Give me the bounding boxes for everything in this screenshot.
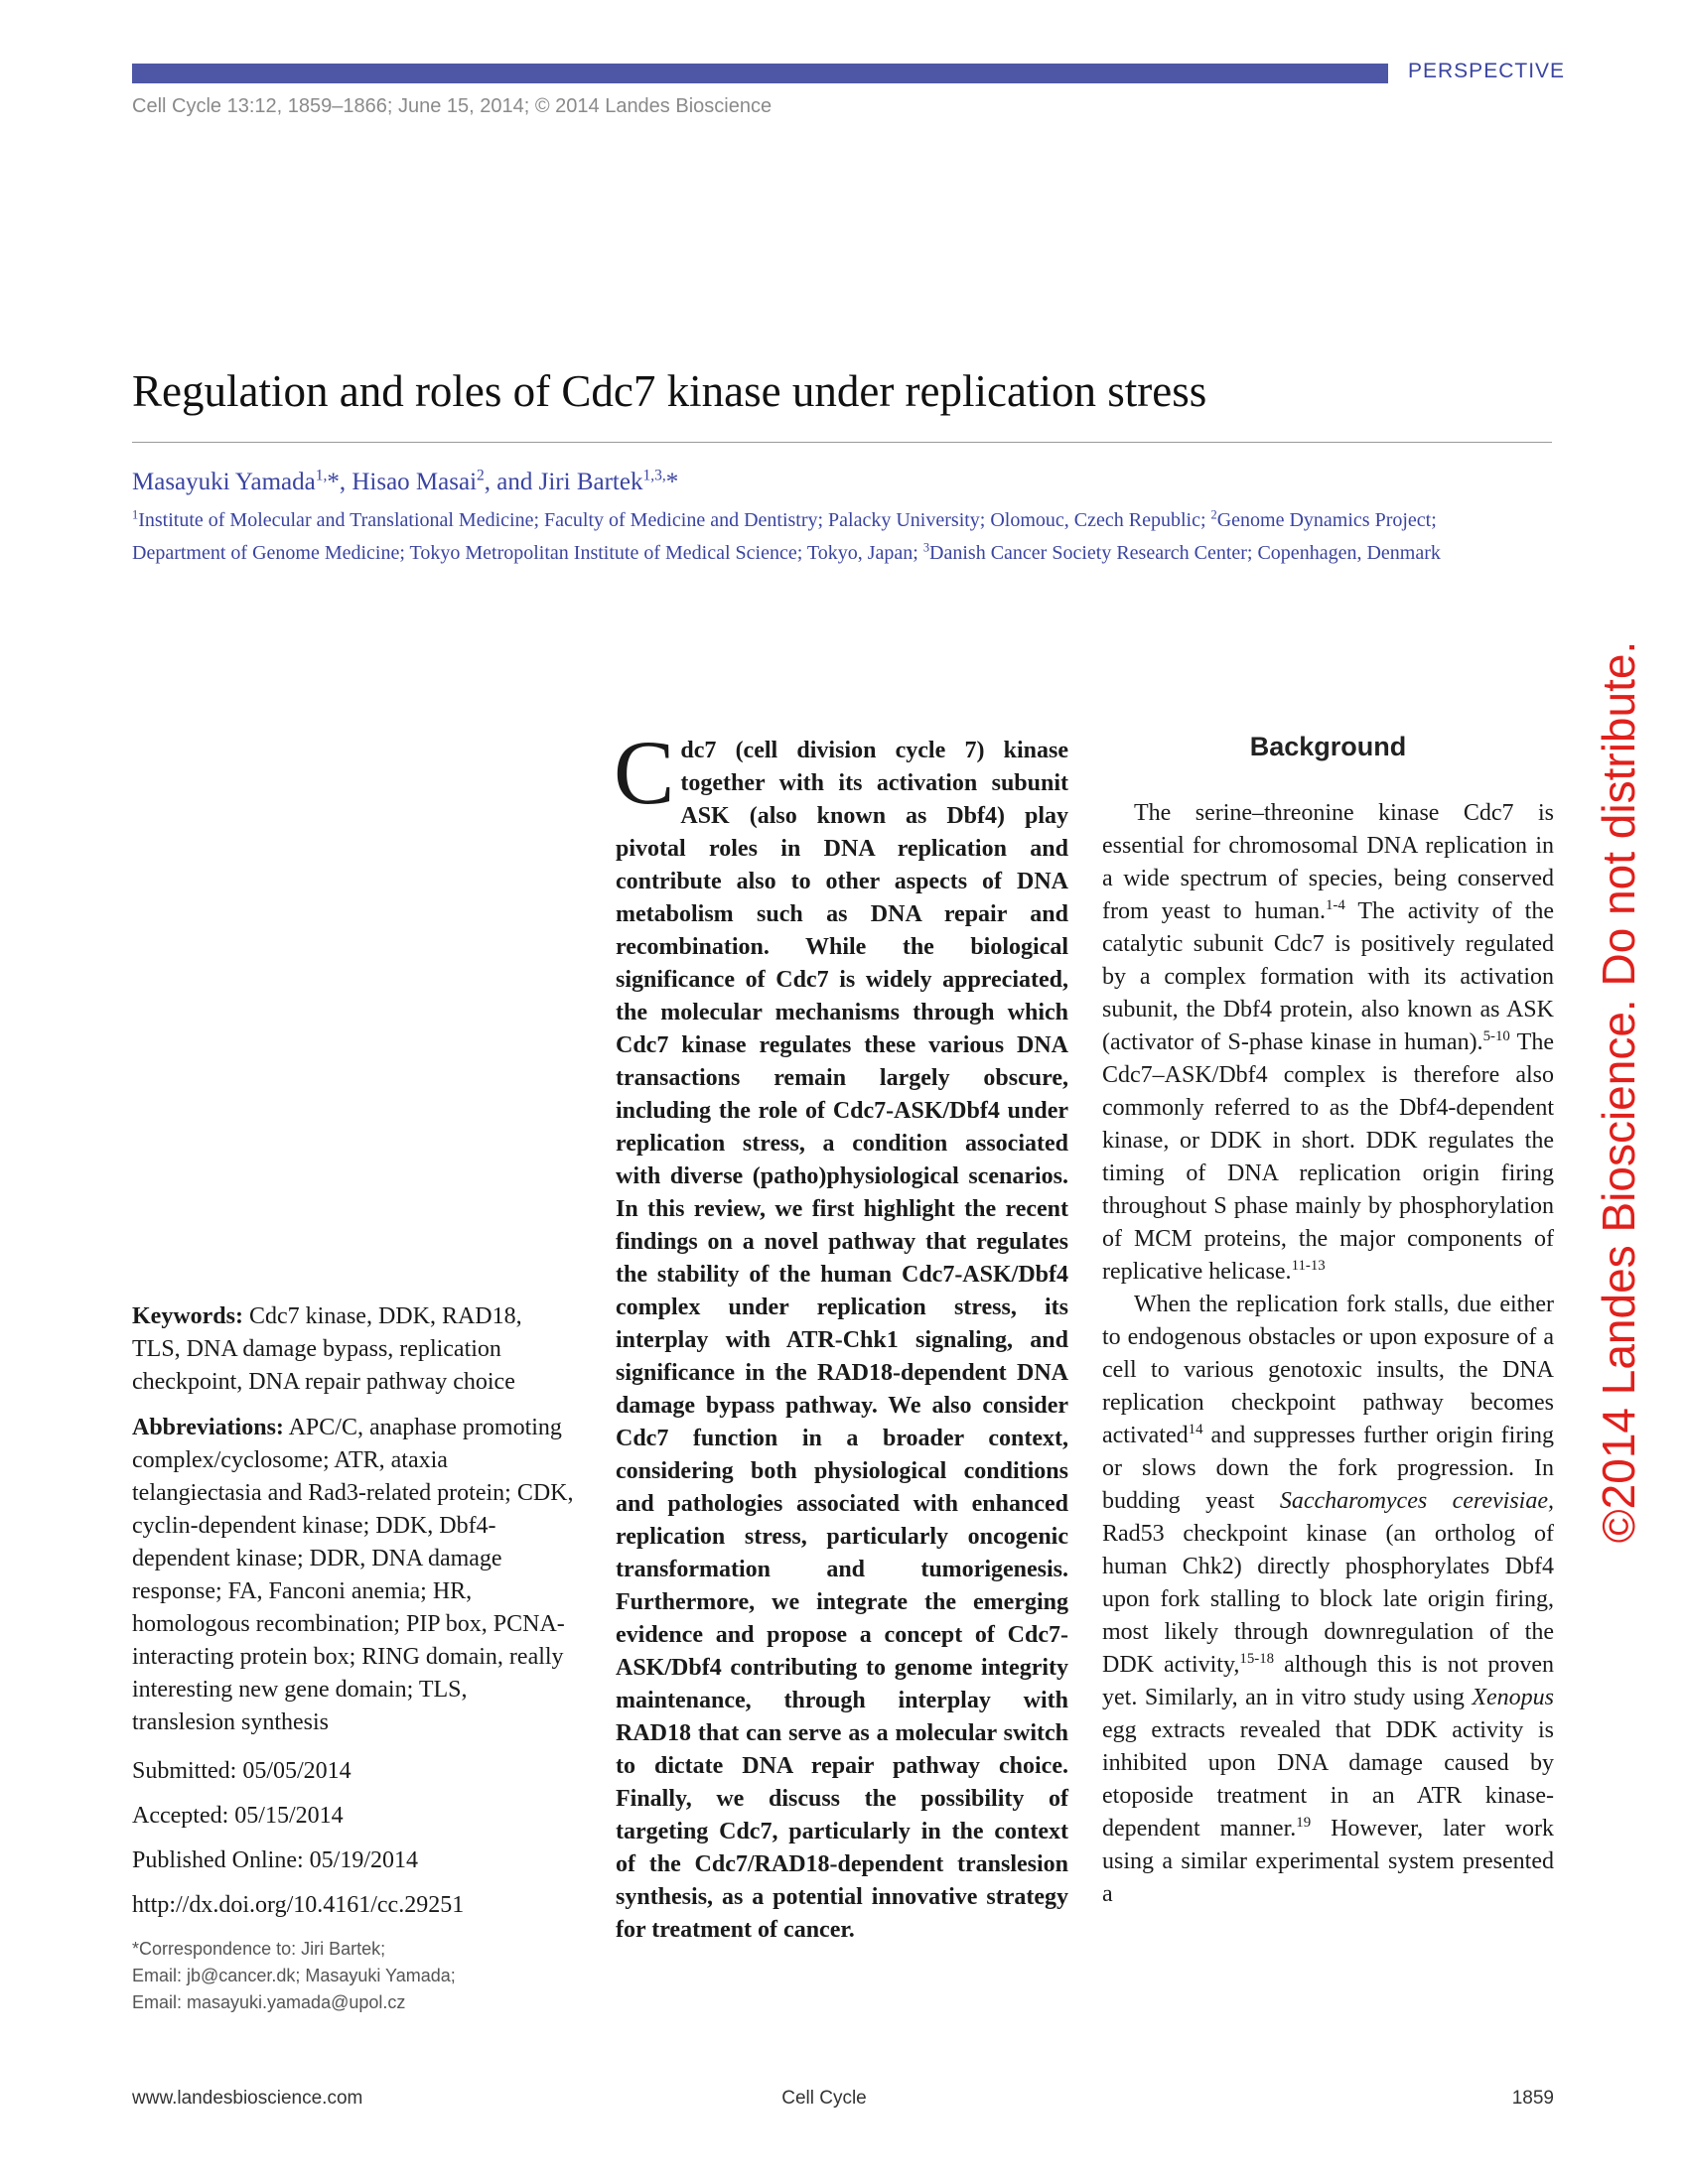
affiliation-number: 1 — [132, 507, 139, 522]
affiliation-text: Institute of Molecular and Translational Medicine; Faculty of Medicine and Dentistry; Palacky University; Olomouc, Czech Republic; — [138, 509, 1211, 531]
author-name: Hisao Masai — [352, 469, 478, 495]
footer-journal: Cell Cycle — [781, 2088, 867, 2109]
text-run: The activity of the catalytic subunit Cdc7 is positively regulated by a complex formation with its activation subunit, the Dbf4 protein, also known as ASK (activator of S-phase kinase in human). — [1102, 898, 1554, 1055]
author-affiliation-mark: 1,3, — [642, 467, 666, 484]
correspondence-email[interactable]: Email: jb@cancer.dk; Masayuki Yamada; — [132, 1966, 456, 1985]
author-affiliation-mark: 2 — [477, 467, 485, 484]
abbreviations-label: Abbreviations: — [132, 1415, 284, 1440]
section-label: PERSPECTIVE — [1408, 60, 1566, 82]
citation-ref[interactable]: 14 — [1188, 1422, 1203, 1437]
drop-cap: C — [614, 722, 675, 823]
keywords — [132, 1300, 574, 1399]
title-divider — [132, 442, 1552, 443]
citation-ref[interactable]: 19 — [1296, 1815, 1312, 1831]
abstract — [614, 722, 1068, 1947]
keywords-text: Cdc7 kinase, DDK, RAD18, TLS, DNA damage bypass, replication checkpoint, DNA repair pathway choice — [132, 1303, 522, 1395]
correspondence — [132, 1936, 574, 2016]
affiliations — [132, 504, 1512, 570]
paragraph — [1102, 797, 1554, 1289]
header-color-bar — [132, 64, 1388, 83]
text-run: The Cdc7–ASK/Dbf4 complex is therefore also commonly referred to as the Dbf4-dependent kinase, or DDK in short. DDK regulates the timing of DNA replication origin firing throughout S phase mainly by phosphorylation of MCM proteins, the major components of replicative helicase. — [1102, 1029, 1554, 1285]
author-name: Jiri Bartek — [538, 469, 643, 495]
abstract-text: dc7 (cell division cycle 7) kinase together with its activation subunit ASK (also known as Dbf4) play pivotal roles in DNA replication and contribute also to other aspects of DNA metabolism such as DNA repair and recombination. While the biological significance of Cdc7 is widely appreciated, the molecular mechanisms through which Cdc7 kinase regulates these various DNA transactions remain largely obscure, including the role of Cdc7-ASK/Dbf4 under replication stress, a condition associated with diverse (patho)physiological scenarios. In this review, we first highlight the recent findings on a novel pathway that regulates the stability of the human Cdc7-ASK/Dbf4 complex under replication stress, its interplay with ATR-Chk1 signaling, and significance in the RAD18-dependent DNA damage bypass pathway. We also consider Cdc7 function in a broader context, considering both physiological conditions and pathologies associated with enhanced replication stress, particularly oncogenic transformation and tumorigenesis. Furthermore, we integrate the emerging evidence and propose a concept of Cdc7-ASK/Dbf4 contributing to genome integrity maintenance, through interplay with RAD18 that can serve as a molecular switch to dictate DNA repair pathway choice. Finally, we discuss the possibility of targeting Cdc7, particularly in the context of the Cdc7/RAD18-dependent translesion synthesis, as a potential innovative strategy for treatment of cancer. — [616, 738, 1068, 1943]
submitted-date: Submitted: 05/05/2014 — [132, 1758, 352, 1784]
species-name: Xenopus — [1472, 1685, 1554, 1710]
keywords-label: Keywords: — [132, 1303, 243, 1329]
abbreviations — [132, 1412, 574, 1739]
accepted-date: Accepted: 05/15/2014 — [132, 1803, 344, 1829]
affiliation-text: Genome Dynamics Project; Department of Genome Medicine; Tokyo Metropolitan Institute of Medical Science; Tokyo, Japan; — [132, 509, 1437, 564]
published-date: Published Online: 05/19/2014 — [132, 1847, 418, 1873]
corresponding-mark: * — [665, 469, 679, 495]
species-name: Saccharomyces cerevisiae, — [1279, 1488, 1554, 1514]
text-run: Rad53 checkpoint kinase (an ortholog of human Chk2) directly phosphorylates Dbf4 upon fork stalling to block late origin firing, most likely through downregulation of the DDK activity, — [1102, 1521, 1554, 1678]
text-run: and suppresses further origin firing or slows down the fork progression. In budding yeast — [1102, 1423, 1554, 1514]
author-separator: , and — [484, 469, 539, 495]
citation-ref[interactable]: 5-10 — [1482, 1028, 1510, 1044]
copyright-watermark: ©2014 Landes Bioscience. Do not distribute. — [1593, 640, 1644, 1544]
text-run: However, later work using a similar experimental system presented a — [1102, 1816, 1554, 1907]
author-list — [132, 469, 1324, 496]
paragraph — [1102, 1289, 1554, 1911]
page-number: 1859 — [1511, 2088, 1554, 2109]
affiliation-number: 2 — [1210, 507, 1217, 522]
citation-ref[interactable]: 1-4 — [1325, 897, 1345, 913]
text-run: egg extracts revealed that DDK activity is inhibited upon DNA damage caused by etoposide treatment in an ATR kinase-dependent manner. — [1102, 1717, 1554, 1842]
citation-ref[interactable]: 15-18 — [1239, 1651, 1275, 1667]
affiliation-text: Danish Cancer Society Research Center; Copenhagen, Denmark — [929, 542, 1441, 564]
citation-ref[interactable]: 11-13 — [1291, 1258, 1326, 1274]
corresponding-mark: * — [327, 469, 340, 495]
author-affiliation-mark: 1, — [315, 467, 328, 484]
text-run: although this is not proven yet. Similarly, an in vitro study using — [1102, 1652, 1555, 1710]
body-text — [1102, 797, 1554, 1911]
correspondence-email[interactable]: Email: masayuki.yamada@upol.cz — [132, 1992, 406, 2012]
section-heading: Background — [1249, 732, 1407, 761]
footer-url[interactable]: www.landesbioscience.com — [132, 2088, 363, 2109]
affiliation-number: 3 — [922, 540, 930, 555]
doi-link[interactable]: http://dx.doi.org/10.4161/cc.29251 — [132, 1892, 465, 1918]
article-title: Regulation and roles of Cdc7 kinase under replication stress — [132, 366, 1207, 416]
text-run: When the replication fork stalls, due either to endogenous obstacles or upon exposure of a cell to various genotoxic insults, the DNA replication checkpoint pathway becomes activated — [1102, 1292, 1554, 1448]
abbreviations-text: APC/C, anaphase promoting complex/cyclosome; ATR, ataxia telangiectasia and Rad3-related protein; CDK, cyclin-dependent kinase; DDK, Dbf4-dependent kinase; DDR, DNA damage response; FA, Fanconi anemia; HR, homologous recombination; PIP box, PCNA-interacting protein box; RING domain, really interesting new gene domain; TLS, translesion synthesis — [132, 1415, 574, 1735]
text-run: The serine–threonine kinase Cdc7 is essential for chromosomal DNA replication in a wide spectrum of species, being conserved from yeast to human. — [1102, 800, 1554, 924]
author-separator: , — [339, 469, 352, 495]
journal-citation: Cell Cycle 13:12, 1859–1866; June 15, 2014; © 2014 Landes Bioscience — [132, 95, 773, 117]
author-name: Masayuki Yamada — [132, 469, 316, 495]
correspondence-line: *Correspondence to: Jiri Bartek; — [132, 1939, 386, 1959]
